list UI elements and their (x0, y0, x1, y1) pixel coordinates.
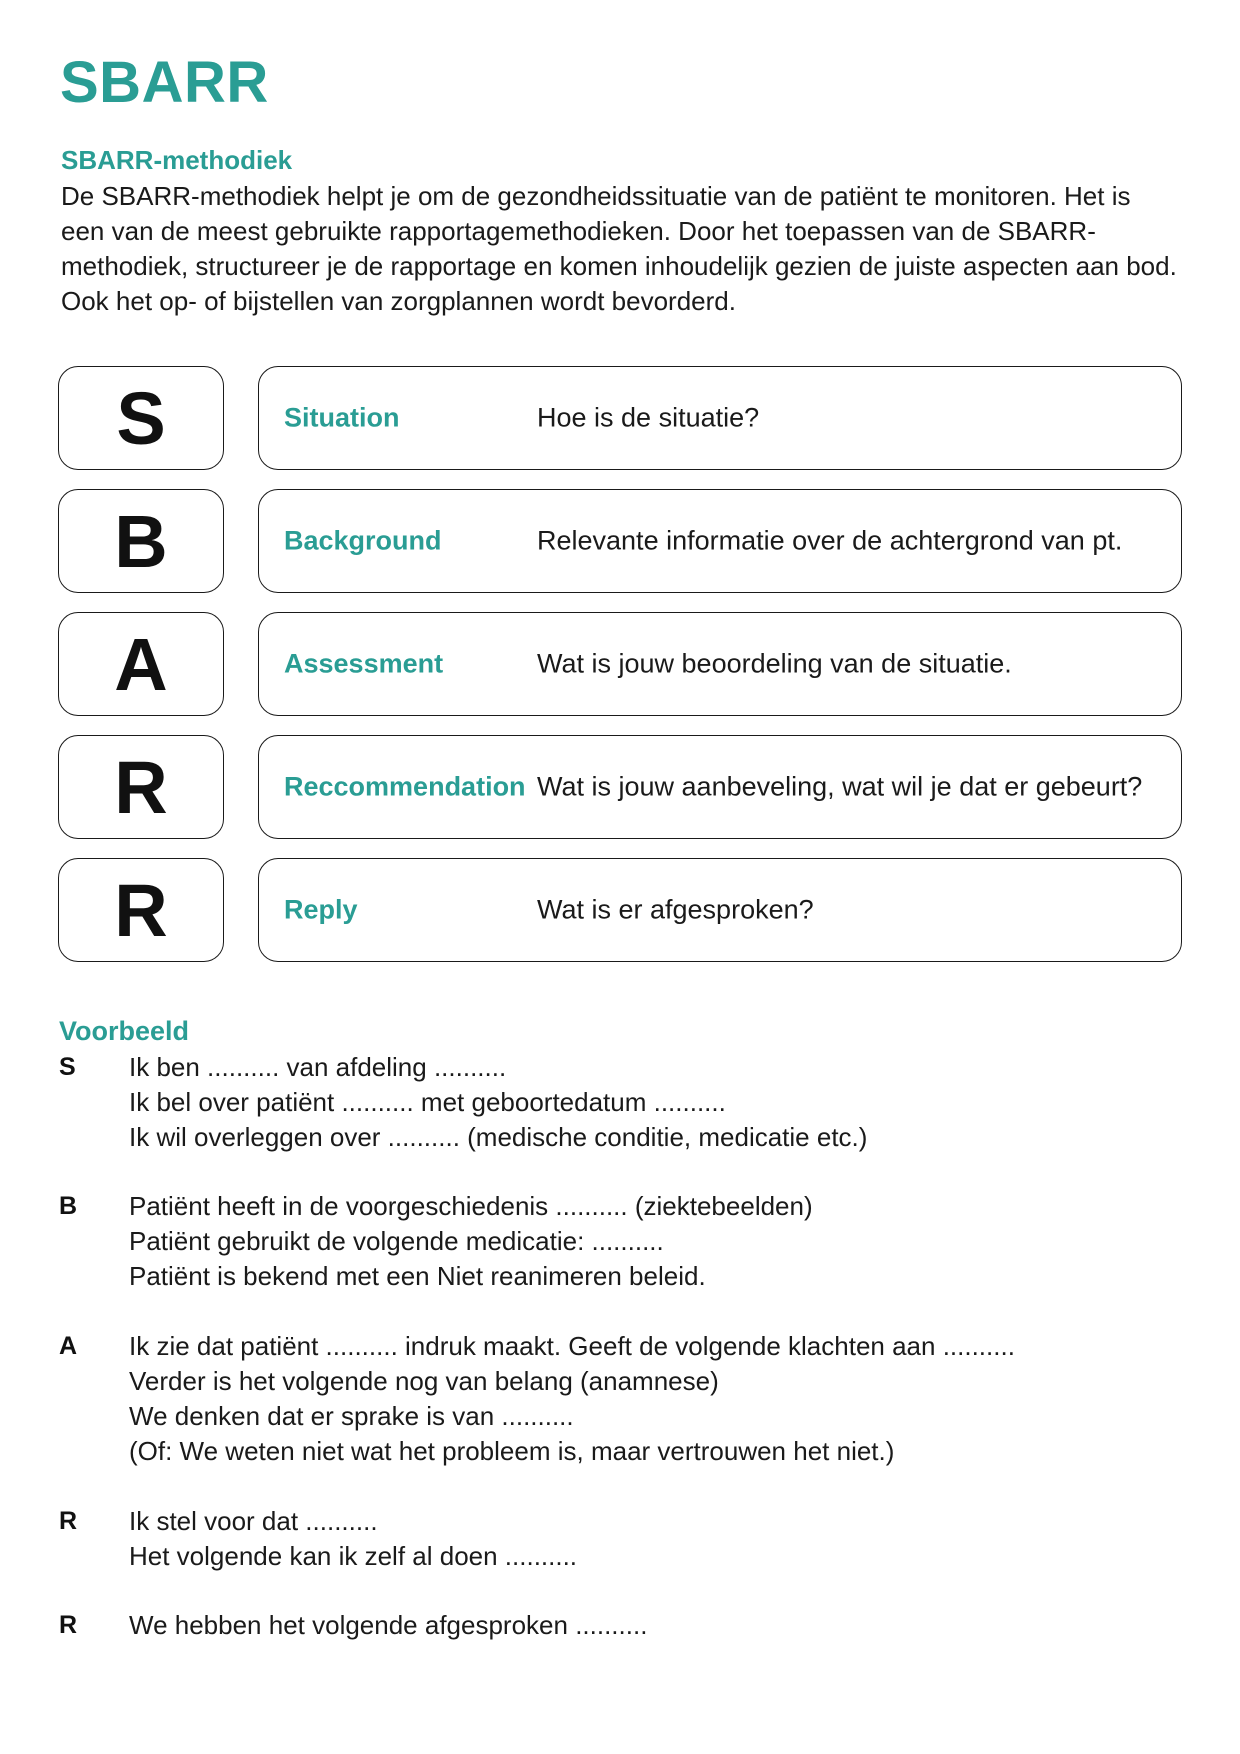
step-description-box (258, 489, 1182, 593)
page-title: SBARR (60, 50, 269, 115)
example-line: Patiënt is bekend met een Niet reanimeren beleid. (129, 1261, 706, 1291)
example-heading: Voorbeeld (59, 1016, 190, 1046)
step-row-situation (58, 366, 1182, 472)
step-letter-box: S (58, 366, 224, 470)
step-description-box (258, 612, 1182, 716)
example-line: Ik wil overleggen over .......... (medische conditie, medicatie etc.) (129, 1122, 868, 1152)
example-line: Ik zie dat patiënt .......... indruk maakt. Geeft de volgende klachten aan .......... (129, 1331, 1015, 1361)
step-term: Assessment (284, 648, 444, 679)
example-letter: B (59, 1192, 78, 1220)
step-letter-box: B (58, 489, 224, 593)
step-question: Wat is jouw aanbeveling, wat wil je dat er gebeurt? (537, 771, 1143, 802)
example-line: Patiënt heeft in de voorgeschiedenis .......... (ziektebeelden) (129, 1191, 813, 1221)
example-line: Ik ben .......... van afdeling .......... (129, 1052, 507, 1082)
example-line: We denken dat er sprake is van .......... (129, 1401, 574, 1431)
example-line: Patiënt gebruikt de volgende medicatie: .......... (129, 1226, 664, 1256)
step-question: Wat is jouw beoordeling van de situatie. (537, 648, 1012, 679)
step-letter-box: A (58, 612, 224, 716)
example-lines (129, 1050, 1169, 1155)
example-letter: R (59, 1507, 78, 1535)
example-line: Ik bel over patiënt .......... met geboortedatum .......... (129, 1087, 726, 1117)
example-letter: S (59, 1053, 76, 1081)
example-lines (129, 1329, 1169, 1469)
step-row-recommendation (58, 735, 1182, 841)
step-row-background (58, 489, 1182, 595)
step-description-box (258, 735, 1182, 839)
step-letter-box: R (58, 858, 224, 962)
example-line: Verder is het volgende nog van belang (anamnese) (129, 1366, 719, 1396)
step-row-assessment (58, 612, 1182, 718)
step-term: Reccommendation (284, 771, 526, 802)
step-row-reply (58, 858, 1182, 964)
example-line: We hebben het volgende afgesproken .......... (129, 1610, 648, 1640)
step-term: Situation (284, 402, 400, 433)
example-line: Ik stel voor dat .......... (129, 1506, 378, 1536)
example-lines (129, 1189, 1169, 1294)
example-lines (129, 1504, 1169, 1574)
step-question: Wat is er afgesproken? (537, 894, 814, 925)
step-description-box (258, 858, 1182, 962)
example-letter: A (59, 1332, 78, 1360)
example-lines (129, 1608, 1169, 1643)
step-question: Relevante informatie over de achtergrond van pt. (537, 525, 1123, 556)
step-question: Hoe is de situatie? (537, 402, 760, 433)
example-letter: R (59, 1611, 78, 1639)
step-term: Reply (284, 894, 358, 925)
intro-paragraph: De SBARR-methodiek helpt je om de gezondheidssituatie van de patiënt te monitoren. Het is een van de meest gebruikte rapportagemethodieken. Door het toepassen van de SBARR-methodiek, structureer je de rapportage en komen inhoudelijk gezien de juiste aspecten aan bod. Ook het op- of bijstellen van zorgplannen wordt bevorderd. (61, 181, 1177, 316)
section-subtitle: SBARR-methodiek (61, 145, 293, 175)
step-description-box (258, 366, 1182, 470)
example-line: (Of: We weten niet wat het probleem is, maar vertrouwen het niet.) (129, 1436, 895, 1466)
example-line: Het volgende kan ik zelf al doen .......... (129, 1541, 578, 1571)
step-term: Background (284, 525, 442, 556)
step-letter-box: R (58, 735, 224, 839)
